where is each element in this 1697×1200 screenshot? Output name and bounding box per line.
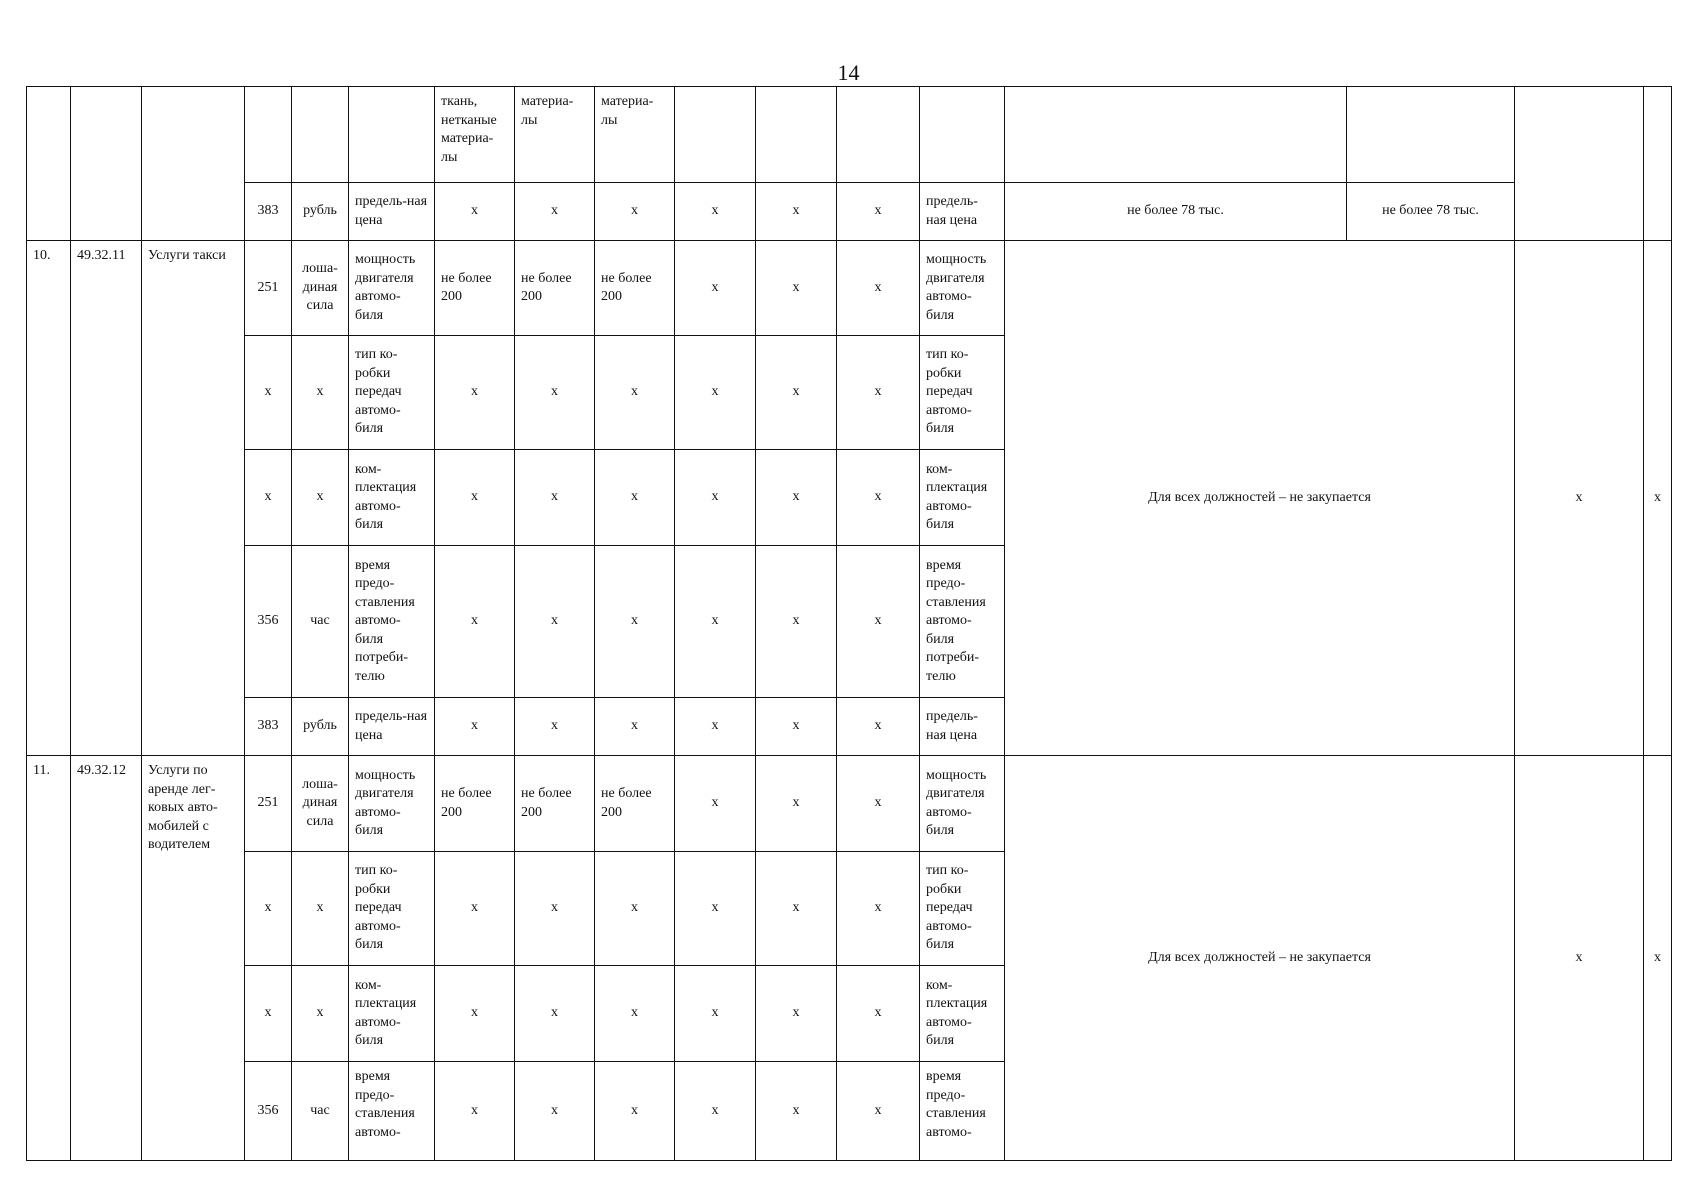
table-row: [27, 183, 1672, 241]
cell-x: x: [675, 241, 756, 336]
cell-char: предель-ная цена: [349, 698, 435, 756]
cell-value: [837, 87, 920, 183]
cell-unit: рубль: [292, 183, 349, 241]
cell-x: x: [837, 241, 920, 336]
table-row: [27, 241, 1672, 336]
cell-code: 383: [245, 183, 292, 241]
cell-char: мощность двигателя автомо-биля: [349, 241, 435, 336]
cell-x: x: [515, 336, 595, 450]
cell-x: x: [837, 698, 920, 756]
cell-char: тип ко-робки передач автомо-биля: [920, 852, 1005, 966]
cell-char: ком-плектация автомо-биля: [920, 966, 1005, 1062]
cell-unit: x: [292, 966, 349, 1062]
cell-value: ткань, нетканые материа-лы: [435, 87, 515, 183]
cell-x: x: [1515, 756, 1644, 1161]
cell-x: x: [675, 336, 756, 450]
cell-x: x: [756, 852, 837, 966]
cell-x: x: [837, 546, 920, 698]
cell-char: ком-плектация автомо-биля: [920, 450, 1005, 546]
cell-x: x: [435, 1062, 515, 1161]
cell-value: [1005, 87, 1347, 183]
cell-char: ком-плектация автомо-биля: [349, 450, 435, 546]
cell-value: не более 200: [515, 756, 595, 852]
cell-char: тип ко-робки передач автомо-биля: [920, 336, 1005, 450]
cell-x: x: [837, 183, 920, 241]
cell-name: Услуги по аренде лег-ковых авто-мобилей с водителем: [142, 756, 245, 1161]
cell-value: не более 200: [435, 241, 515, 336]
cell-char: предель-ная цена: [920, 698, 1005, 756]
cell-x: x: [595, 336, 675, 450]
cell-unit: [292, 87, 349, 183]
cell-code: 251: [245, 241, 292, 336]
cell-x: x: [595, 1062, 675, 1161]
cell-code: x: [245, 450, 292, 546]
cell-x: x: [675, 852, 756, 966]
cell-value: не более 200: [435, 756, 515, 852]
cell-code: x: [245, 852, 292, 966]
cell-x: x: [595, 546, 675, 698]
cell-char: мощность двигателя автомо-биля: [920, 241, 1005, 336]
cell-x: x: [675, 183, 756, 241]
cell-unit: лоша-диная сила: [292, 241, 349, 336]
cell-x: x: [675, 1062, 756, 1161]
cell-x: x: [515, 546, 595, 698]
cell-value: материа-лы: [595, 87, 675, 183]
cell-value: материа-лы: [515, 87, 595, 183]
cell-x: x: [435, 546, 515, 698]
cell-code: 356: [245, 1062, 292, 1161]
cell-value: [1347, 87, 1515, 183]
table-row: [27, 756, 1672, 852]
cell-x: x: [595, 450, 675, 546]
cell-char: тип ко-робки передач автомо-биля: [349, 336, 435, 450]
cell-x: x: [435, 450, 515, 546]
cell-x: x: [675, 756, 756, 852]
cell-char: время предо-ставления автомо-: [349, 1062, 435, 1161]
cell-char: предель-ная цена: [349, 183, 435, 241]
cell-unit: x: [292, 450, 349, 546]
cell-value: не более 200: [515, 241, 595, 336]
cell-x: x: [756, 546, 837, 698]
cell-not-purchased: Для всех должностей – не закупается: [1005, 241, 1515, 756]
cell-code: [245, 87, 292, 183]
cell-char: мощность двигателя автомо-биля: [349, 756, 435, 852]
cell-x: x: [595, 698, 675, 756]
cell-char: [920, 87, 1005, 183]
cell-x: x: [515, 966, 595, 1062]
cell-x: x: [435, 966, 515, 1062]
cell-x: x: [515, 450, 595, 546]
cell-char: время предо-ставления автомо-: [920, 1062, 1005, 1161]
cell-code: x: [245, 336, 292, 450]
cell-x: x: [756, 1062, 837, 1161]
page-number: 14: [837, 60, 860, 85]
cell-unit: час: [292, 546, 349, 698]
cell-x: x: [837, 966, 920, 1062]
cell-code: 383: [245, 698, 292, 756]
cell-x: x: [837, 450, 920, 546]
cell-x: x: [515, 1062, 595, 1161]
cell-x: x: [756, 183, 837, 241]
cell-x: x: [595, 183, 675, 241]
cell-x: x: [595, 966, 675, 1062]
cell-unit: час: [292, 1062, 349, 1161]
cell-okpd: 49.32.11: [71, 241, 142, 756]
cell-okpd: [71, 87, 142, 241]
cell-unit: лоша-диная сила: [292, 756, 349, 852]
cell-value: [756, 87, 837, 183]
requirements-table: [26, 86, 1672, 1161]
cell-code: 251: [245, 756, 292, 852]
cell-name: Услуги такси: [142, 241, 245, 756]
cell-x: x: [756, 698, 837, 756]
cell-unit: x: [292, 336, 349, 450]
cell-x: x: [756, 966, 837, 1062]
cell-x: x: [756, 336, 837, 450]
cell-x: x: [837, 336, 920, 450]
cell-x: x: [756, 241, 837, 336]
cell-name: [142, 87, 245, 241]
cell-x: x: [1644, 241, 1672, 756]
cell-x: x: [435, 336, 515, 450]
cell-price-limit: не более 78 тыс.: [1005, 183, 1347, 241]
cell-num: [27, 87, 71, 241]
cell-num: 10.: [27, 241, 71, 756]
cell-x: x: [1515, 241, 1644, 756]
cell-code: 356: [245, 546, 292, 698]
cell-x: x: [675, 450, 756, 546]
cell-x: x: [675, 546, 756, 698]
cell-unit: рубль: [292, 698, 349, 756]
cell-x: x: [837, 756, 920, 852]
cell-value: [1644, 87, 1672, 241]
cell-char: предель-ная цена: [920, 183, 1005, 241]
cell-x: x: [435, 698, 515, 756]
cell-x: x: [675, 966, 756, 1062]
cell-char: мощность двигателя автомо-биля: [920, 756, 1005, 852]
cell-x: x: [1644, 756, 1672, 1161]
table-row: [27, 87, 1672, 183]
cell-x: x: [435, 852, 515, 966]
cell-x: x: [595, 852, 675, 966]
cell-value: [675, 87, 756, 183]
cell-char: время предо-ставления автомо-биля потреби-телю: [920, 546, 1005, 698]
cell-not-purchased: Для всех должностей – не закупается: [1005, 756, 1515, 1161]
cell-x: x: [515, 852, 595, 966]
cell-code: x: [245, 966, 292, 1062]
cell-num: 11.: [27, 756, 71, 1161]
cell-value: [1515, 87, 1644, 241]
cell-x: x: [756, 756, 837, 852]
cell-x: x: [756, 450, 837, 546]
cell-x: x: [837, 1062, 920, 1161]
cell-x: x: [515, 183, 595, 241]
cell-price-limit: не более 78 тыс.: [1347, 183, 1515, 241]
cell-x: x: [675, 698, 756, 756]
cell-x: x: [435, 183, 515, 241]
cell-okpd: 49.32.12: [71, 756, 142, 1161]
cell-x: x: [515, 698, 595, 756]
cell-char: [349, 87, 435, 183]
cell-char: ком-плектация автомо-биля: [349, 966, 435, 1062]
cell-value: не более 200: [595, 241, 675, 336]
cell-x: x: [837, 852, 920, 966]
cell-char: время предо-ставления автомо-биля потреби-телю: [349, 546, 435, 698]
cell-char: тип ко-робки передач автомо-биля: [349, 852, 435, 966]
cell-unit: x: [292, 852, 349, 966]
cell-value: не более 200: [595, 756, 675, 852]
